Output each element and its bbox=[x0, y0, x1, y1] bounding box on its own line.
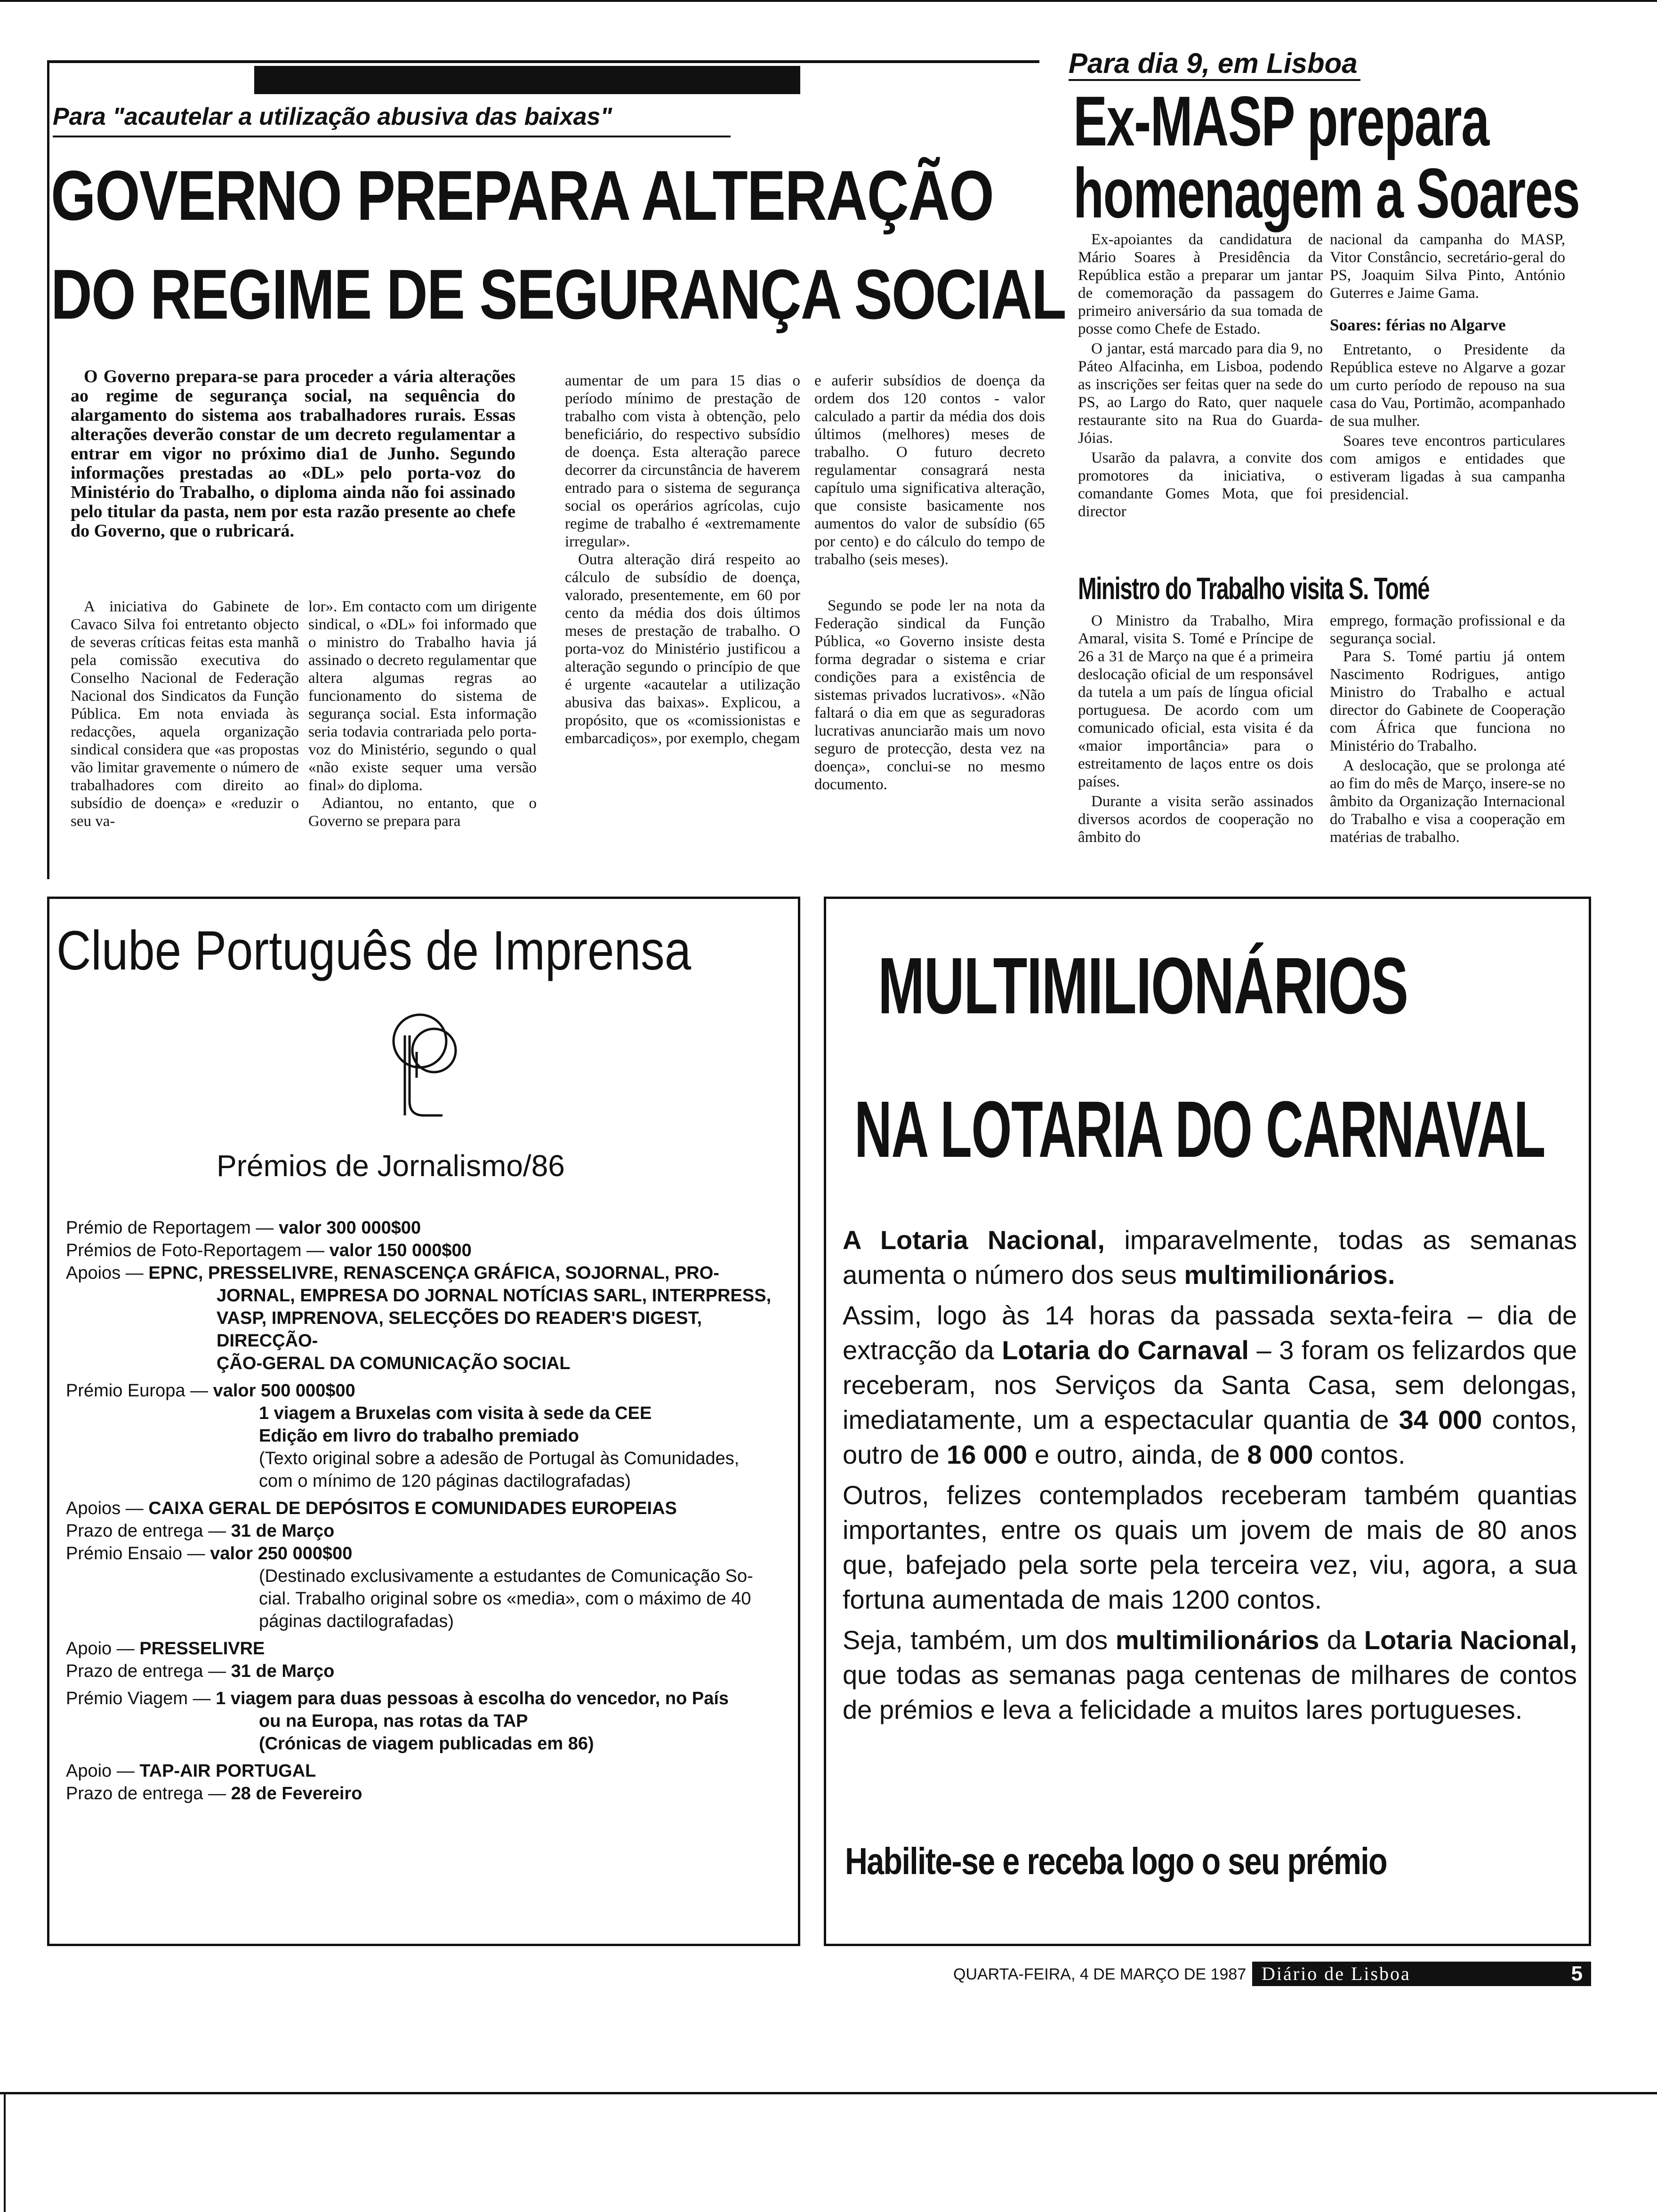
masp-headline-line-1: Ex-MASP prepara bbox=[1073, 81, 1489, 160]
lotaria-headline-line-1: MULTIMILIONÁRIOS bbox=[878, 941, 1408, 1031]
clube-prize-list bbox=[66, 1217, 786, 1805]
clube-logo-icon bbox=[391, 1007, 466, 1125]
clube-prize-line: ou na Europa, nas rotas da TAP bbox=[259, 1711, 528, 1731]
main-article-left-rule bbox=[47, 60, 49, 879]
clube-prize-line: Prémio de Reportagem — valor 300 000$00 bbox=[66, 1218, 421, 1238]
clube-prize-line: JORNAL, EMPRESA DO JORNAL NOTÍCIAS SARL, INTERPRESS, bbox=[217, 1286, 772, 1306]
tome-col2-paragraph-3: A deslocação, que se prolonga até ao fim do mês de Março, insere-se no âmbito da Organização Internacional do Trabalho e visa a cooperação em matérias de trabalho. bbox=[1330, 757, 1565, 846]
clube-prize-line: VASP, IMPRENOVA, SELECÇÕES DO READER'S DIGEST, DIRECÇÃO- bbox=[217, 1308, 702, 1351]
lotaria-call-to-action: Habilite-se e receba logo o seu prémio bbox=[845, 1840, 1387, 1882]
masp-column-1 bbox=[1078, 231, 1323, 522]
clube-ad-subtitle: Prémios de Jornalismo/86 bbox=[217, 1149, 565, 1183]
lotaria-paragraph-4: Seja, também, um dos multimilionários da Lotaria Nacional, que todas as semanas paga centenas de milhares de contos de prémios e leva a felicidade a muitos lares portugueses. bbox=[843, 1625, 1577, 1724]
tome-column-2 bbox=[1330, 612, 1565, 848]
clube-prize-line: Apoio — PRESSELIVRE bbox=[66, 1639, 265, 1659]
clube-prize-line: Prémio Viagem — 1 viagem para duas pessoas à escolha do vencedor, no País bbox=[66, 1689, 729, 1708]
clube-prize-line: Prazo de entrega — 28 de Fevereiro bbox=[66, 1784, 362, 1803]
masp-headline-line-2: homenagem a Soares bbox=[1073, 153, 1580, 232]
main-column-1 bbox=[71, 598, 299, 832]
main-article-kicker: Para "acautelar a utilização abusiva das baixas" bbox=[53, 103, 612, 130]
clube-prize-line: (Crónicas de viagem publicadas em 86) bbox=[259, 1734, 594, 1754]
clube-prize-line: Apoios — CAIXA GERAL DE DEPÓSITOS E COMUNIDADES EUROPEIAS bbox=[66, 1499, 677, 1518]
lotaria-paragraph-1: A Lotaria Nacional, imparavelmente, todas as semanas aumenta o número dos seus multimilionários. bbox=[843, 1225, 1577, 1290]
lotaria-paragraph-2: Assim, logo às 14 horas da passada sexta-feira – dia de extracção da Lotaria do Carnaval – 3 foram os felizardos que receberam, nos Serviços da Santa Casa, sem delongas, imediatamente, um a espectacular quantia de 34 000 contos, outro de 16 000 e outro, ainda, de 8 000 contos. bbox=[843, 1300, 1577, 1469]
footer-date: QUARTA-FEIRA, 4 DE MARÇO DE 1987 bbox=[953, 1965, 1247, 1983]
footer-paper-name: Diário de Lisboa bbox=[1262, 1963, 1411, 1984]
page-left-edge-line bbox=[4, 2092, 6, 2212]
clube-ad-title: Clube Português de Imprensa bbox=[56, 920, 692, 982]
clube-prize-line: com o mínimo de 120 páginas dactilografadas) bbox=[259, 1471, 631, 1491]
tome-col2-paragraph-1: emprego, formação profissional e da segurança social. bbox=[1330, 612, 1565, 647]
main-col3-paragraph-1: aumentar de um para 15 dias o período mínimo de prestação de trabalho com vista à obtenção, pelo beneficiário, do respectivo subsídio de doença. Esta alteração parece decorrer da circunstância de haverem entrado para o sistema de segurança social os operários agrícolas, cujo regime de trabalho é «extremamente irregular». bbox=[565, 372, 800, 550]
footer-paper-banner bbox=[1252, 1962, 1591, 1986]
main-column-3 bbox=[565, 372, 800, 749]
main-col3-paragraph-2: Outra alteração dirá respeito ao cálculo de subsídio de doença, valorado, presentemente, em 60 por cento da média dos dois últimos meses de prestação de trabalho. O porta-voz do Ministério justificou a alteração segundo o princípio de que é urgente «acautelar a utilização abusiva das baixas». Explicou, a propósito, que os «comissionistas e embarcadiços», por exemplo, chegam bbox=[565, 551, 800, 747]
clube-prize-line: Prémio Europa — valor 500 000$00 bbox=[66, 1381, 355, 1401]
masp-col2-paragraph-3: Soares teve encontros particulares com amigos e entidades que estiveram ligadas à sua campanha presidencial. bbox=[1330, 433, 1565, 503]
main-article-black-bar bbox=[254, 66, 800, 94]
main-col1-paragraph-1: A iniciativa do Gabinete de Cavaco Silva foi entretanto objecto de severas críticas feitas esta manhã pela comissão executiva do Conselho Nacional de Federação Nacional dos Sindicatos da Função Pública. Em nota enviada às redacções, aquela organização sindical considera que «as propostas vão limitar gravemente o número de trabalhadores com direito ao subsídio de doença» e «reduzir o seu va- bbox=[71, 598, 299, 830]
clube-prize-line: Prémio Ensaio — valor 250 000$00 bbox=[66, 1544, 353, 1563]
tome-column-1 bbox=[1078, 612, 1313, 848]
tome-col2-paragraph-2: Para S. Tomé partiu já ontem Nascimento Rodrigues, antigo Ministro do Trabalho e actual director do Gabinete de Cooperação com África que funciona no Ministério do Trabalho. bbox=[1330, 648, 1565, 754]
clube-prize-line: páginas dactilografadas) bbox=[259, 1611, 454, 1631]
masp-col1-paragraph-2: O jantar, está marcado para dia 9, no Páteo Alfacinha, em Lisboa, podendo as inscrições ser feitas quer na sede do PS, ao Largo do Rato, quer naquele restaurante sito na Rua do Guarda-Jóias. bbox=[1078, 340, 1323, 447]
clube-prize-line: cial. Trabalho original sobre os «media», com o máximo de 40 bbox=[259, 1589, 751, 1609]
main-article-top-rule bbox=[47, 60, 1039, 63]
footer-page-number: 5 bbox=[1571, 1962, 1583, 1985]
lotaria-paragraph-3: Outros, felizes contemplados receberam também quantias importantes, entre os quais um jovem de mais de 80 anos que, bafejado pela sorte pela terceira vez, viu, agora, a sua fortuna aumentada de mais 1200 contos. bbox=[843, 1480, 1577, 1614]
tome-col1-paragraph-1: O Ministro da Trabalho, Mira Amaral, visita S. Tomé e Príncipe de 26 a 31 de Março na que é a primeira deslocação oficial de um responsável da tutela a um país de língua oficial portuguesa. De acordo com um comunicado oficial, esta visita é da «maior importância» para o estreitamento de laços entre os dois países. bbox=[1078, 612, 1313, 790]
main-col4-paragraph-1: e auferir subsídios de doença da ordem dos 120 contos - valor calculado a partir da média dos dois últimos (melhores) meses de trabalho. O futuro decreto regulamentar consagrará nesta capítulo uma significativa alteração, que consiste basicamente nos aumentos do valor de subsídio (65 por cento) e do cálculo do tempo de trabalho (seis meses). bbox=[814, 372, 1045, 568]
main-lead-text: O Governo prepara-se para proceder a vária alterações ao regime de segurança social, na sequência do alargamento do sistema aos trabalhadores rurais. Essas alterações deverão constar de um decreto regulamentar a entrar em vigor no próximo dia1 de Junho. Segundo informações prestadas ao «DL» pelo porta-voz do Ministério do Trabalho, o diploma ainda não foi assinado pelo titular da pasta, nem por esta razão presente ao chefe do Governo, que o rubricará. bbox=[71, 367, 515, 541]
main-col4-paragraph-2: Segundo se pode ler na nota da Federação sindical da Função Pública, «o Governo insiste desta forma degradar o sistema e criar condições para a existência de sistemas privados lucrativos». «Não faltará o dia em que as seguradoras lucrativas anunciarão mais um novo seguro de protecção, desta vez na doença», conclui-se no mesmo documento. bbox=[814, 597, 1045, 793]
page-bottom-rule bbox=[0, 2092, 1657, 2094]
lotaria-body bbox=[843, 1223, 1577, 1733]
main-kicker-underline bbox=[53, 136, 731, 137]
masp-col2-paragraph-1: nacional da campanha do MASP, Vitor Constâncio, secretário-geral do PS, Joaquim Silva Pinto, António Guterres e Jaime Gama. bbox=[1330, 231, 1565, 302]
main-column-2 bbox=[308, 598, 537, 832]
masp-kicker: Para dia 9, em Lisboa bbox=[1069, 48, 1358, 79]
main-column-4 bbox=[814, 372, 1045, 795]
page-top-edge-line bbox=[0, 0, 1657, 2]
masp-col1-paragraph-1: Ex-apoiantes da candidatura de Mário Soares à Presidência da República estão a preparar um jantar de comemoração da passagem do primeiro aniversário da sua tomada de posse como Chefe de Estado. bbox=[1078, 231, 1323, 337]
clube-prize-line: Apoio — TAP-AIR PORTUGAL bbox=[66, 1761, 316, 1781]
masp-column-2 bbox=[1330, 231, 1565, 505]
tome-headline: Ministro do Trabalho visita S. Tomé bbox=[1078, 571, 1430, 606]
masp-col2-paragraph-2: Entretanto, o Presidente da República esteve no Algarve a gozar um curto período de repouso na sua casa do Vau, Portimão, acompanhado de sua mulher. bbox=[1330, 341, 1565, 430]
masp-col2-subhead: Soares: férias no Algarve bbox=[1330, 316, 1506, 334]
clube-prize-line: (Destinado exclusivamente a estudantes de Comunicação So- bbox=[259, 1566, 753, 1586]
main-headline-line-2: DO REGIME DE SEGURANÇA SOCIAL bbox=[51, 255, 1066, 334]
clube-prize-line: Prazo de entrega — 31 de Março bbox=[66, 1521, 335, 1541]
tome-col1-paragraph-2: Durante a visita serão assinados diversos acordos de cooperação no âmbito do bbox=[1078, 793, 1313, 846]
clube-prize-line: ÇÃO-GERAL DA COMUNICAÇÃO SOCIAL bbox=[217, 1354, 571, 1373]
main-headline-line-1: GOVERNO PREPARA ALTERAÇÃO bbox=[51, 156, 994, 235]
clube-prize-line: Edição em livro do trabalho premiado bbox=[259, 1426, 579, 1446]
lotaria-headline-line-2: NA LOTARIA DO CARNAVAL bbox=[854, 1085, 1545, 1174]
main-col2-paragraph-1: lor». Em contacto com um dirigente sindical, o «DL» foi informado que o ministro do Trabalho havia já assinado o decreto regulamentar que altera algumas regras ao funcionamento do sistema de segurança social. Esta informação seria todavia contrariada pelo porta-voz do Ministério, segundo o qual «não existe sequer uma versão final» do diploma. bbox=[308, 598, 537, 794]
main-col2-paragraph-2: Adiantou, no entanto, que o Governo se prepara para bbox=[308, 795, 537, 830]
clube-prize-line: Apoios — EPNC, PRESSELIVRE, RENASCENÇA GRÁFICA, SOJORNAL, PRO- bbox=[66, 1263, 719, 1283]
clube-prize-line: 1 viagem a Bruxelas com visita à sede da CEE bbox=[259, 1403, 652, 1423]
clube-prize-line: (Texto original sobre a adesão de Portugal às Comunidades, bbox=[259, 1449, 740, 1468]
masp-col1-paragraph-3: Usarão da palavra, a convite dos promotores da iniciativa, o comandante Gomes Mota, que foi director bbox=[1078, 449, 1323, 520]
clube-prize-line: Prémios de Foto-Reportagem — valor 150 000$00 bbox=[66, 1241, 472, 1260]
main-lead-paragraph bbox=[71, 367, 515, 543]
clube-prize-line: Prazo de entrega — 31 de Março bbox=[66, 1661, 335, 1681]
